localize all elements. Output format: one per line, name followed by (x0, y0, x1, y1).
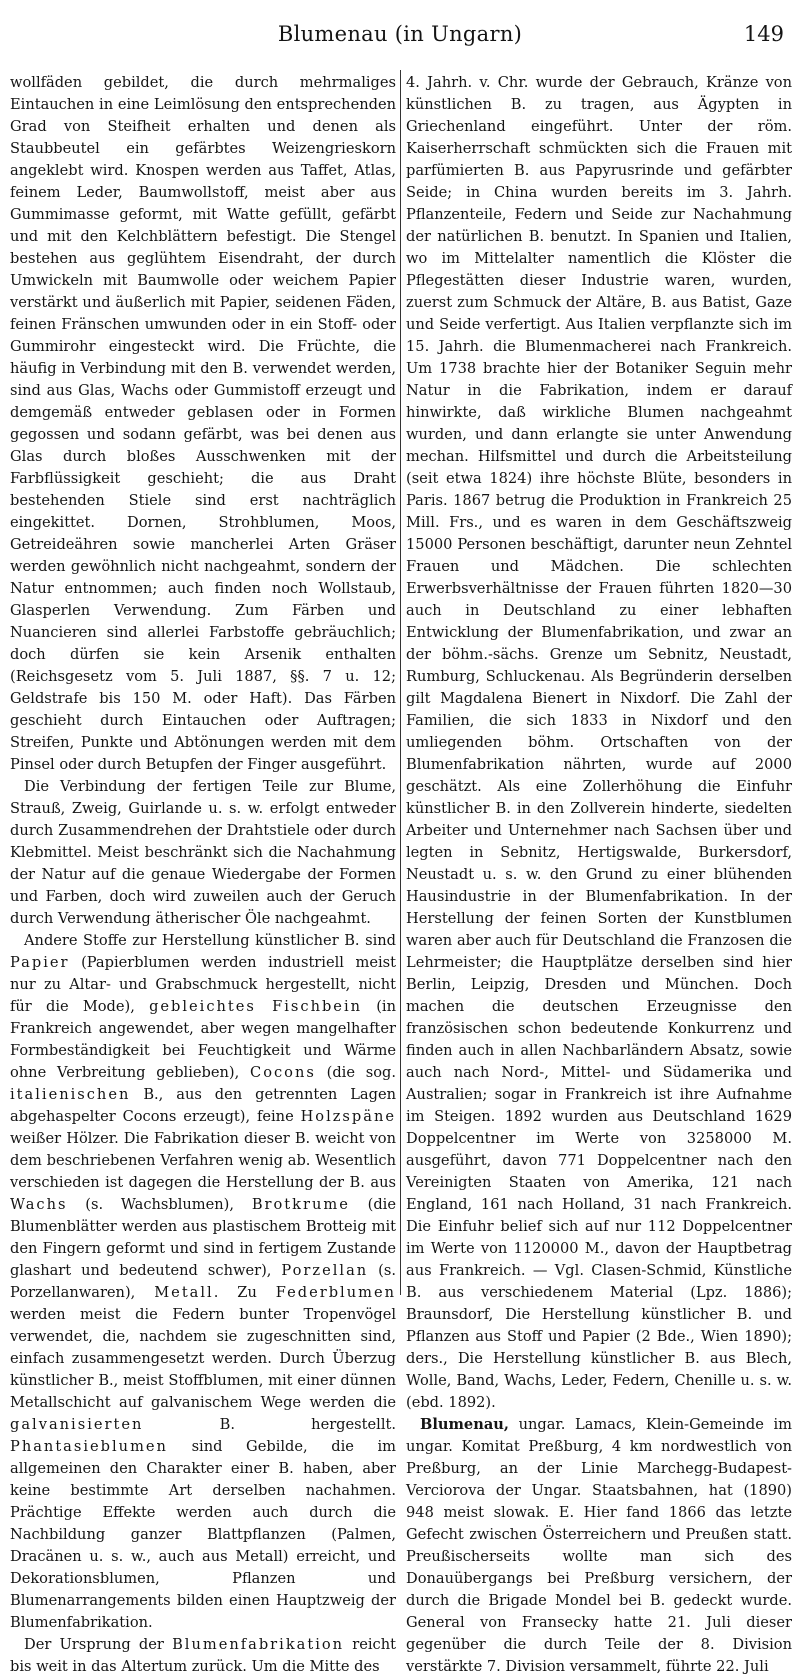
spaced-term: galvanisierten (10, 1416, 144, 1433)
paragraph-text: (s. Wachsblumen), (67, 1196, 252, 1213)
paragraph-text: (in Frankreich angewendet, aber wegen mangelhafter Formbeständigkeit bei Feuchtigkeit und Wärme ohne Verbreitung geblieben), (10, 998, 396, 1081)
left-column (10, 72, 396, 1678)
column-divider (400, 70, 401, 1295)
paragraph-text: sind Gebilde, die im allgemeinen den Charakter einer B. haben, aber keine bestimmte Art derselben nachahmen. Prächtige Effekte werden auch durch die Nachbildung ganzer Blattpflanzen (Palmen, Dracänen u. s. w., auch aus Metall) erreicht, und Dekorationsblumen, Pflanzen und Blumenarrangements bilden einen Hauptzweig der Blumenfabrikation. (10, 1438, 396, 1631)
paragraph-text: (die sog. (315, 1064, 397, 1081)
spaced-term: Cocons (250, 1064, 316, 1081)
spaced-term: gebleichtes Fischbein (149, 998, 363, 1015)
spaced-term: Holzspäne (300, 1108, 396, 1125)
paragraph-text: B., aus den getrennten Lagen abgehaspelter Cocons erzeugt), feine (10, 1086, 396, 1125)
paragraph-text: . Zu (213, 1284, 276, 1301)
paragraph-text: reicht bis weit in das Altertum zurück. Um die Mitte des (10, 1636, 396, 1675)
spaced-term: Federblumen (275, 1284, 396, 1301)
paragraph: 4. Jahrh. v. Chr. wurde der Gebrauch, Kränze von künstlichen B. zu tragen, aus Ägypten in Griechenland eingeführt. Unter der röm. Kaiserherrschaft schmückten sich die Frauen mit parfümierten B. aus Papyrusrinde und gefärbter Seide; in China wurden bereits im 3. Jahrh. Pflanzenteile, Federn und Seide zur Nachahmung der natürlichen B. benutzt. In Spanien und Italien, wo im Mittelalter namentlich die Klöster die Pflegestätten dieser Industrie waren, wurden, zuerst zum Schmuck der Altäre, B. aus Batist, Gaze und Seide verfertigt. Aus Italien verpflanzte sich im 15. Jahrh. die Blumenmacherei nach Frankreich. Um 1738 brachte hier der Botaniker Seguin mehr Natur in die Fabrikation, indem er darauf hinwirkte, daß wirkliche Blumen nachgeahmt wurden, und dann erlangte sie unter Anwendung mechan. Hilfsmittel und durch die Arbeitsteilung (seit etwa 1824) ihre höchste Blüte, besonders in Paris. 1867 betrug die Produktion in Frankreich 25 Mill. Frs., und es waren in dem Geschäftszweig 15000 Personen beschäftigt, darunter neun Zehntel Frauen und Mädchen. Die schlechten Erwerbsverhältnisse der Frauen führten 1820—30 auch in Deutschland zu einer lebhaften Entwicklung der Blumenfabrikation, und zwar an der böhm.-sächs. Grenze um Sebnitz, Neustadt, Rumburg, Schluckenau. Als Begründerin derselben gilt Magdalena Bienert in Nixdorf. Die Zahl der Familien, die sich 1833 in Nixdorf und den umliegenden böhm. Ortschaften von der Blumenfabrikation nährten, wurde auf 2000 geschätzt. Als eine Zollerhöhung die Einfuhr künstlicher B. in den Zollverein hinderte, siedelten Arbeiter und Unternehmer nach Sachsen über und legten in Sebnitz, Hertigswalde, Burkersdorf, Neustadt u. s. w. den Grund zu einer blühenden Hausindustrie in der Blumenfabrikation. In der Herstellung der feinen Sorten der Kunstblumen waren aber auch für Deutschland die Franzosen die Lehrmeister; die Hauptplätze derselben sind hier Berlin, Leipzig, Dresden und München. Doch machen die deutschen Erzeugnisse den französischen schon bedeutende Konkurrenz und finden auch in allen Nachbarländern Absatz, sowie auch nach Nord-, Mittel- und Südamerika und Australien; sogar in Frankreich ist ihre Aufnahme im Steigen. 1892 wurden aus Deutschland 1629 Doppelcentner im Werte von 3258000 M. ausgeführt, davon 771 Doppelcentner nach den Vereinigten Staaten von Amerika, 121 nach England, 161 nach Holland, 31 nach Frankreich. Die Einfuhr belief sich auf nur 112 Doppelcentner im Werte von 1120000 M., davon der Hauptbetrag aus Frankreich. — Vgl. Clasen-Schmid, Künstliche B. aus verschiedenem Material (Lpz. 1886); Braunsdorf, Die Herstellung künstlicher B. und Pflanzen aus Stoff und Papier (2 Bde., Wien 1890); ders., Die Herstellung künstlicher B. aus Blech, Wolle, Band, Wachs, Leder, Federn, Chenille u. s. w. (ebd. 1892). (406, 74, 792, 1411)
paragraph: wollfäden gebildet, die durch mehrmaliges Eintauchen in eine Leimlösung den entsprechenden Grad von Steifheit erhalten und denen als Staubbeutel ein gefärbtes Weizengrieskorn angeklebt wird. Knospen werden aus Taffet, Atlas, feinem Leder, Baumwollstoff, meist aber aus Gummimasse geformt, mit Watte gefüllt, gefärbt und mit den Kelchblättern befestigt. Die Stengel bestehen aus geglühtem Eisendraht, der durch Umwickeln mit Baumwolle oder weichem Papier verstärkt und äußerlich mit Papier, seidenen Fäden, feinen Fränschen umwunden oder in ein Stoff- oder Gummirohr eingesteckt wird. Die Früchte, die häufig in Verbindung mit den B. verwendet werden, sind aus Glas, Wachs oder Gummistoff erzeugt und demgemäß entweder geblasen oder in Formen gegossen und sodann gefärbt, was bei denen aus Glas durch bloßes Ausschwenken mit der Farbflüssigkeit geschieht; die aus Draht bestehenden Stiele sind erst nachträglich eingekittet. Dornen, Strohblumen, Moos, Getreideähren sowie mancherlei Arten Gräser werden gewöhnlich nicht nachgeahmt, sondern der Natur entnommen; auch finden noch Wollstaub, Glasperlen Verwendung. Zum Färben und Nuancieren sind allerlei Farbstoffe gebräuchlich; doch dürfen sie kein Arsenik enthalten (Reichsgesetz vom 5. Juli 1887, §§. 7 u. 12; Geldstrafe bis 150 M. oder Haft). Das Färben geschieht durch Eintauchen oder Auftragen; Streifen, Punkte und Abtönungen werden mit dem Pinsel oder durch Betupfen der Finger ausgeführt. (10, 74, 396, 773)
page-number: 149 (743, 22, 784, 46)
entry-body: ungar. Lamacs, Klein-Gemeinde im ungar. Komitat Preßburg, 4 km nordwestlich von Preßburg, an der Linie Marchegg-Budapest-Verciorova der Ungar. Staatsbahnen, hat (1890) 948 meist slowak. E. Hier fand 1866 das letzte Gefecht zwischen Österreichern und Preußen statt. Preußischerseits wollte man sich des Donauübergangs bei Preßburg versichern, der durch die Brigade Mondel bei B. gedeckt wurde. General von Fransecky hatte 21. Juli dieser gegenüber die durch Teile der 8. Division verstärkte 7. Division versammelt, führte 22. Juli (406, 1416, 792, 1675)
paragraph-text: Andere Stoffe zur Herstellung künstlicher B. sind (24, 932, 396, 949)
spaced-term: Metall (154, 1284, 214, 1301)
dictionary-entry (406, 1414, 792, 1678)
paragraph-text: (die Blumenblätter werden aus plastischem Brotteig mit den Fingern geformt und sind in fertigem Zustande glashart und bedeutend schwer), (10, 1196, 396, 1279)
spaced-term: Phantasieblumen (10, 1438, 168, 1455)
spaced-term: Brotkrume (251, 1196, 350, 1213)
page-header (0, 0, 800, 58)
entry-headword: Blumenau, (420, 1416, 509, 1433)
spaced-term: Papier (10, 954, 70, 971)
right-column (406, 72, 792, 1678)
running-title: Blumenau (in Ungarn) (277, 22, 523, 46)
spaced-term: Blumenfabrikation (172, 1636, 345, 1653)
paragraph-text: werden meist die Federn bunter Tropenvögel verwendet, die, nachdem sie zugeschnitten sind, einfach zusammengesetzt werden. Durch Überzug künstlicher B., meist Stoffblumen, mit einer dünnen Metallschicht auf galvanischem Wege werden die (10, 1306, 396, 1411)
paragraph-text: Der Ursprung der (24, 1636, 173, 1653)
paragraph (10, 930, 396, 1634)
spaced-term: Wachs (10, 1196, 68, 1213)
paragraph-text: B. hergestellt. (143, 1416, 396, 1433)
paragraph (10, 1634, 396, 1678)
paragraph-text: weißer Hölzer. Die Fabrikation dieser B. weicht von dem beschriebenen Verfahren wenig ab. Wesentlich verschieden ist dagegen die Herstellung der B. aus (10, 1130, 396, 1191)
paragraph: Die Verbindung der fertigen Teile zur Blume, Strauß, Zweig, Guirlande u. s. w. erfolgt entweder durch Zusammendrehen der Drahtstiele oder durch Klebmittel. Meist beschränkt sich die Nachahmung der Natur auf die genaue Wiedergabe der Formen und Farben, doch wird zuweilen auch der Geruch durch Verwendung ätherischer Öle nachgeahmt. (10, 778, 396, 927)
spaced-term: italienischen (10, 1086, 131, 1103)
paragraph-text: (Papierblumen werden industriell meist nur zu Altar- und Grabschmuck hergestellt, nicht für die Mode), (10, 954, 396, 1015)
spaced-term: Porzellan (281, 1262, 369, 1279)
paragraph-text: (s. Porzellanwaren), (10, 1262, 397, 1301)
